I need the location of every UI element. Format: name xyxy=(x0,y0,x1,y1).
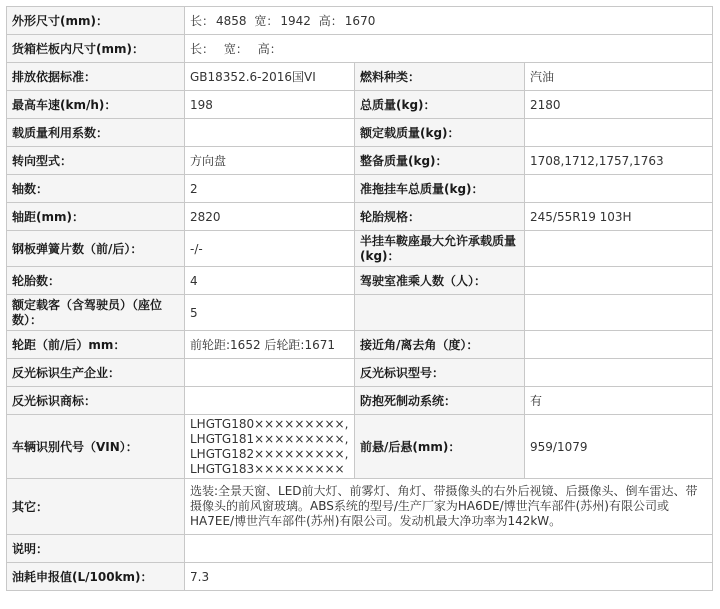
field-label: 排放依据标准： xyxy=(7,63,185,91)
table-row xyxy=(7,359,713,387)
table-row xyxy=(7,535,713,563)
field-value xyxy=(525,295,713,331)
field-label: 防抱死制动系统： xyxy=(355,387,525,415)
field-value xyxy=(185,119,355,147)
field-value: 4 xyxy=(185,267,355,295)
field-value: 2180 xyxy=(525,91,713,119)
vin-value: LHGTG180×××××××××,LHGTG181×××××××××,LHGTG182×××××××××,LHGTG183××××××××× xyxy=(185,415,355,479)
field-label: 轴距(mm)： xyxy=(7,203,185,231)
field-label: 说明： xyxy=(7,535,185,563)
field-label: 整备质量(kg)： xyxy=(355,147,525,175)
table-row xyxy=(7,119,713,147)
field-label: 额定载客（含驾驶员）（座位数）： xyxy=(7,295,185,331)
length-value: 4858 xyxy=(216,13,247,28)
table-row xyxy=(7,331,713,359)
field-value xyxy=(525,231,713,267)
field-label: 接近角/离去角（度）： xyxy=(355,331,525,359)
length-label: 长： xyxy=(190,13,215,28)
field-label: 其它： xyxy=(7,479,185,535)
field-label: 外形尺寸(mm)： xyxy=(7,7,185,35)
width-value: 1942 xyxy=(280,13,311,28)
field-value: 1708,1712,1757,1763 xyxy=(525,147,713,175)
table-row xyxy=(7,63,713,91)
field-label: 额定载质量(kg)： xyxy=(355,119,525,147)
cargo-dimensions-value xyxy=(185,35,713,63)
field-value xyxy=(525,119,713,147)
field-value xyxy=(185,359,355,387)
field-label: 轮胎数： xyxy=(7,267,185,295)
table-row xyxy=(7,479,713,535)
table-row xyxy=(7,563,713,591)
field-value: 方向盘 xyxy=(185,147,355,175)
field-value: 198 xyxy=(185,91,355,119)
field-value: 2820 xyxy=(185,203,355,231)
field-label: 最高车速(km/h)： xyxy=(7,91,185,119)
field-value xyxy=(525,331,713,359)
field-value: GB18352.6-2016国VI xyxy=(185,63,355,91)
height-label: 高： xyxy=(318,13,343,28)
field-label: 转向型式： xyxy=(7,147,185,175)
width-label: 宽： xyxy=(223,41,248,56)
field-label: 反光标识商标： xyxy=(7,387,185,415)
note-value xyxy=(185,535,713,563)
table-row xyxy=(7,203,713,231)
field-value: 汽油 xyxy=(525,63,713,91)
other-value: 选装:全景天窗、LED前大灯、前雾灯、角灯、带摄像头的右外后视镜、后摄像头、倒车雷达、带摄像头的前风窗玻璃。ABS系统的型号/生产厂家为HA6DE/博世汽车部件(苏州)有限公司或HA7EE/博世汽车部件(苏州)有限公司。发动机最大净功率为142kW。 xyxy=(185,479,713,535)
field-label: 前悬/后悬(mm)： xyxy=(355,415,525,479)
table-row xyxy=(7,295,713,331)
field-value: -/- xyxy=(185,231,355,267)
field-label: 轮距（前/后）mm： xyxy=(7,331,185,359)
height-value: 1670 xyxy=(344,13,376,28)
table-row xyxy=(7,175,713,203)
field-value: 245/55R19 103H xyxy=(525,203,713,231)
table-row xyxy=(7,387,713,415)
dimensions-value xyxy=(185,7,713,35)
field-label: 半挂车鞍座最大允许承载质量(kg)： xyxy=(355,231,525,267)
length-label: 长： xyxy=(190,41,215,56)
field-label: 轴数： xyxy=(7,175,185,203)
field-value xyxy=(525,175,713,203)
field-label: 钢板弹簧片数（前/后）： xyxy=(7,231,185,267)
field-value xyxy=(185,387,355,415)
field-label: 反光标识型号： xyxy=(355,359,525,387)
field-value: 959/1079 xyxy=(525,415,713,479)
field-value: 5 xyxy=(185,295,355,331)
field-value: 有 xyxy=(525,387,713,415)
field-label: 总质量(kg)： xyxy=(355,91,525,119)
field-label xyxy=(355,295,525,331)
width-label: 宽： xyxy=(254,13,279,28)
table-row xyxy=(7,35,713,63)
field-label: 车辆识别代号（VIN）： xyxy=(7,415,185,479)
field-label: 货箱栏板内尺寸(mm)： xyxy=(7,35,185,63)
field-label: 油耗申报值(L/100km)： xyxy=(7,563,185,591)
table-row xyxy=(7,91,713,119)
field-label: 轮胎规格： xyxy=(355,203,525,231)
field-label: 驾驶室准乘人数（人）： xyxy=(355,267,525,295)
table-row xyxy=(7,415,713,479)
fuel-value: 7.3 xyxy=(185,563,713,591)
field-value xyxy=(525,359,713,387)
table-row xyxy=(7,231,713,267)
field-label: 准拖挂车总质量(kg)： xyxy=(355,175,525,203)
field-value: 2 xyxy=(185,175,355,203)
vehicle-spec-table xyxy=(6,6,713,591)
field-label: 燃料种类： xyxy=(355,63,525,91)
table-row xyxy=(7,267,713,295)
height-label: 高： xyxy=(257,41,282,56)
field-value xyxy=(525,267,713,295)
table-row xyxy=(7,147,713,175)
field-label: 反光标识生产企业： xyxy=(7,359,185,387)
field-value: 前轮距:1652 后轮距:1671 xyxy=(185,331,355,359)
table-row xyxy=(7,7,713,35)
field-label: 载质量利用系数： xyxy=(7,119,185,147)
